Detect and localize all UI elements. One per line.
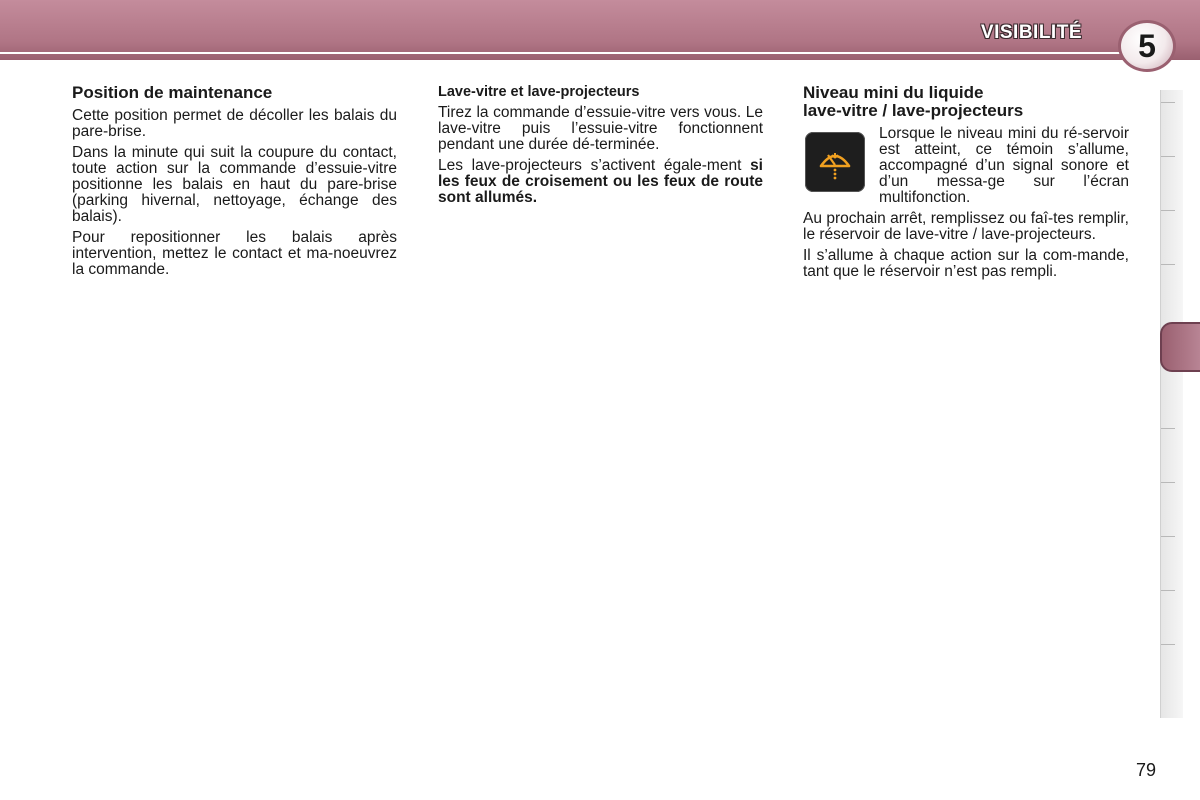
paragraph-bold-text: si les feux de croisement ou les feux de route sont allumés. [438,157,763,206]
heading-line: lave-vitre / lave-projecteurs [803,101,1024,120]
chapter-index-rail [1160,90,1183,718]
paragraph [438,158,763,206]
paragraph: Dans la minute qui suit la coupure du contact, toute action sur la commande d’essuie-vitre positionne les balais en haut du pare-brise (parking hivernal, nettoyage, échange des balais). [72,144,397,225]
chapter-badge: 5 [1118,20,1176,72]
indicator-block [803,126,1129,211]
paragraph: Lorsque le niveau mini du ré-servoir est atteint, ce témoin s’allume, accompagné d’un signal sonore et d’un messa-ge sur l’écran multifonction. [879,126,1129,206]
paragraph: Tirez la commande d’essuie-vitre vers vous. Le lave-vitre puis l’essuie-vitre fonctionnent pendant une durée dé-terminée. [438,104,763,153]
washer-fluid-warning-icon [805,132,865,192]
paragraph: Au prochain arrêt, remplissez ou faî-tes remplir, le réservoir de lave-vitre / lave-projecteurs. [803,210,1129,243]
paragraph-text: Les lave-projecteurs s’activent égale-ment [438,157,751,174]
paragraph: Il s’allume à chaque action sur la com-mande, tant que le réservoir n’est pas rempli. [803,247,1129,280]
rail-tick [1161,102,1175,103]
chapter-tab-active[interactable] [1160,322,1200,372]
heading-line: Niveau mini du liquide [803,83,984,102]
rail-tick [1161,536,1175,537]
rail-tick [1161,590,1175,591]
column-fluid-level [803,84,1129,285]
heading-fluid-level [803,84,1129,120]
page-number: 79 [1136,760,1157,780]
column-maintenance [72,84,397,283]
column-washers [438,84,763,211]
rail-tick [1161,644,1175,645]
heading-washers: Lave-vitre et lave-projecteurs [438,84,640,100]
paragraph: Cette position permet de décoller les balais du pare-brise. [72,107,397,140]
section-title: VISIBILITÉ [980,22,1082,43]
rail-tick [1161,156,1175,157]
header-divider [0,52,1120,54]
rail-tick [1161,428,1175,429]
rail-tick [1161,482,1175,483]
heading-maintenance: Position de maintenance [72,83,273,102]
paragraph: Pour repositionner les balais après intervention, mettez le contact et ma-noeuvrez la commande. [72,229,397,278]
rail-tick [1161,264,1175,265]
rail-tick [1161,210,1175,211]
